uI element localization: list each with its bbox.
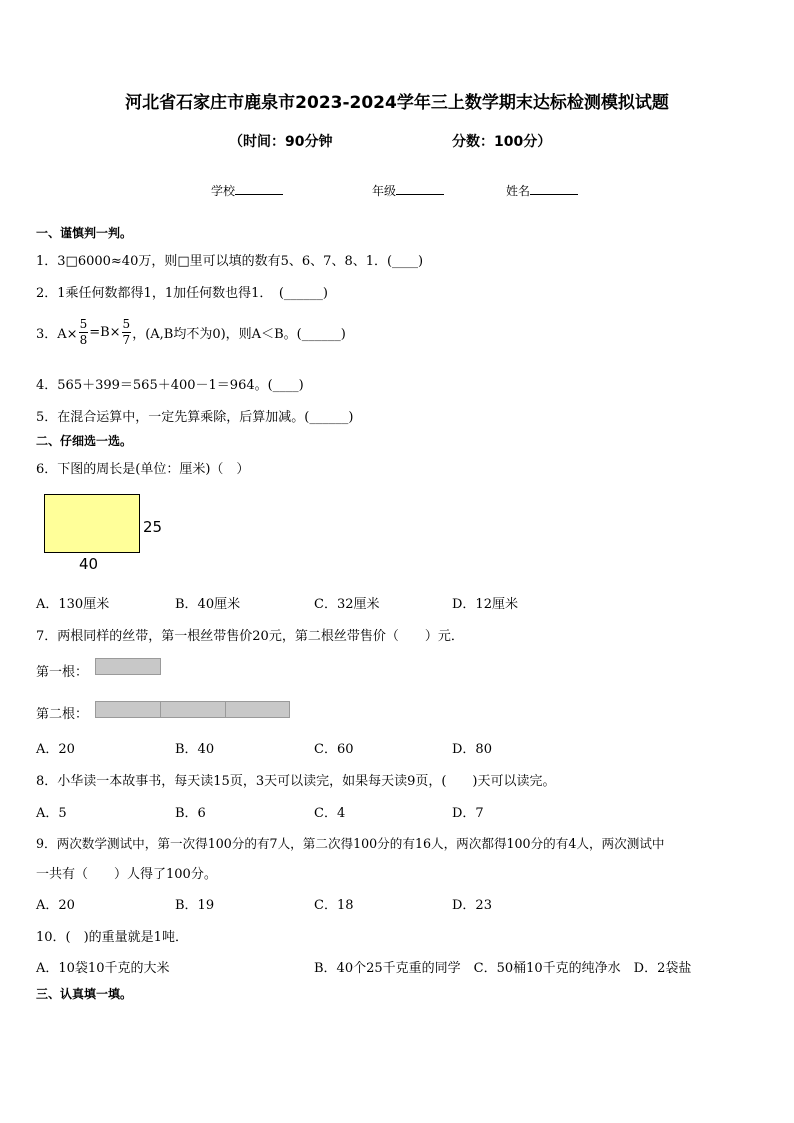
school-label: 学校 <box>211 184 236 198</box>
exam-score: 分数：100分） <box>452 134 552 150</box>
q9-option-b: B．19 <box>175 898 215 913</box>
q7-option-c: C．60 <box>314 742 354 757</box>
q9-option-a: A．20 <box>36 898 75 913</box>
q8-option-b: B．6 <box>175 806 206 821</box>
q6-option-c: C．32厘米 <box>314 597 380 612</box>
section-3-heading: 三、认真填一填。 <box>36 987 133 1001</box>
q7-option-d: D．80 <box>452 742 492 757</box>
question-8: 8．小华读一本故事书，每天读15页，3天可以读完，如果每天读9页，( )天可以读完。 <box>36 774 556 789</box>
question-10: 10．( )的重量就是1吨． <box>36 930 188 945</box>
question-4: 4．565＋399＝565＋400－1＝964。(____) <box>36 378 304 393</box>
q3-suffix: ，(A,B均不为0)，则A＜B。(______) <box>132 327 346 342</box>
rectangle-height-label: 25 <box>143 518 163 536</box>
q10-option-a: A．10袋10千克的大米 <box>36 961 170 976</box>
q7-option-b: B．40 <box>175 742 215 757</box>
question-2: 2．1乘任何数都得1，1加任何数也得1． (______) <box>36 286 328 301</box>
name-blank <box>530 184 578 195</box>
grade-field <box>372 182 444 199</box>
ribbon-2-segment <box>160 701 226 718</box>
question-5: 5．在混合运算中，一定先算乘除，后算加减。(______) <box>36 410 354 425</box>
ribbon-1-bar <box>95 658 161 675</box>
name-field <box>506 182 578 199</box>
ribbon-2-segment <box>95 701 161 718</box>
fraction-denominator: 7 <box>122 333 131 347</box>
name-label: 姓名 <box>506 184 531 198</box>
q9-option-c: C．18 <box>314 898 354 913</box>
q6-option-d: D．12厘米 <box>452 597 518 612</box>
fraction-5-7 <box>122 317 132 348</box>
question-9-line-2: 一共有（ ）人得了100分。 <box>36 867 217 882</box>
section-1-heading: 一、谨慎判一判。 <box>36 226 133 240</box>
fraction-numerator: 5 <box>79 317 88 331</box>
grade-blank <box>396 184 444 195</box>
fraction-denominator: 8 <box>79 333 88 347</box>
question-7: 7．两根同样的丝带，第一根丝带售价20元，第二根丝带售价（ ）元． <box>36 629 464 644</box>
q7-option-a: A．20 <box>36 742 75 757</box>
q6-option-a: A．130厘米 <box>36 597 110 612</box>
fraction-5-8 <box>79 317 89 348</box>
ribbon-2-segment <box>225 701 290 718</box>
fraction-numerator: 5 <box>122 317 131 331</box>
q8-option-a: A．5 <box>36 806 67 821</box>
page-title: 河北省石家庄市鹿泉市2023-2024学年三上数学期末达标检测模拟试题 <box>125 93 669 113</box>
question-6: 6．下图的周长是(单位：厘米)（ ） <box>36 462 250 477</box>
grade-label: 年级 <box>372 184 397 198</box>
question-9-line-1: 9．两次数学测试中，第一次得100分的有7人，第二次得100分的有16人，两次都得100分的有4人，两次测试中 <box>36 836 665 851</box>
rectangle-figure <box>44 494 140 553</box>
school-field <box>211 182 283 199</box>
q8-option-d: D．7 <box>452 806 484 821</box>
q6-option-b: B．40厘米 <box>175 597 241 612</box>
question-1: 1．3□6000≈40万，则□里可以填的数有5、6、7、8、1．(____) <box>36 254 424 269</box>
q3-middle: =B× <box>89 325 121 340</box>
school-blank <box>235 184 283 195</box>
q8-option-c: C．4 <box>314 806 346 821</box>
ribbon-2-label: 第二根： <box>36 707 89 722</box>
exam-time: （时间：90分钟 <box>229 134 333 150</box>
rectangle-width-label: 40 <box>79 555 99 573</box>
q9-option-d: D．23 <box>452 898 492 913</box>
q3-prefix: 3．A× <box>36 327 78 342</box>
question-3 <box>36 317 346 348</box>
ribbon-1-label: 第一根： <box>36 665 89 680</box>
q10-options-bcd: B．40个25千克重的同学 C．50桶10千克的纯净水 D．2袋盐 <box>314 961 692 976</box>
section-2-heading: 二、仔细选一选。 <box>36 434 133 448</box>
